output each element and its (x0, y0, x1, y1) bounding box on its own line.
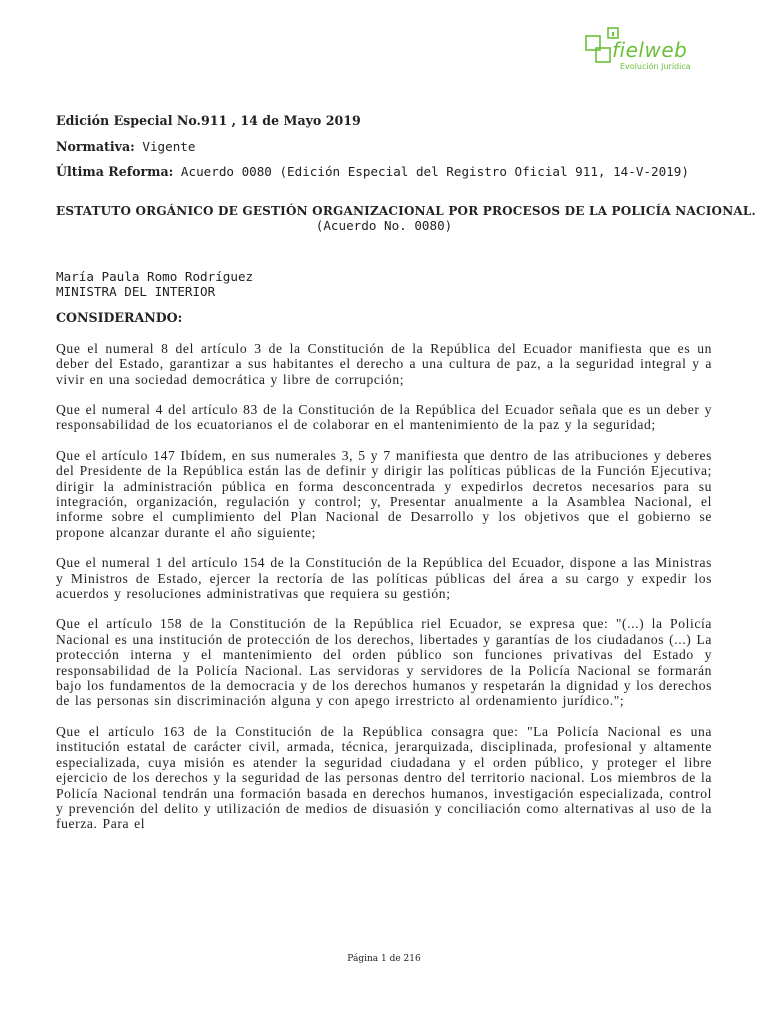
normativa-label: Normativa: (56, 138, 135, 154)
document-title: ESTATUTO ORGÁNICO DE GESTIÓN ORGANIZACIONAL POR PROCESOS DE LA POLICÍA NACIONAL. (56, 203, 756, 218)
paragraph-4: Que el numeral 1 del artículo 154 de la Constitución de la República del Ecuador, dispone a las Ministras y Ministros de Estado, ejercer la rectoría de las políticas públicas del área a su cargo y expedir los acuerdos y resoluciones administrativas que requiera su gestión; (56, 555, 712, 602)
paragraph-5: Que el artículo 158 de la Constitución de la República riel Ecuador, se expresa que: "(...) la Policía Nacional es una institución de protección de los derechos, libertades y garantías de los ciudadanos (...) La protección interna y el mantenimiento del orden público son funciones privativas del Estado y responsabilidad de la Policía Nacional. Las servidoras y servidores de la Policía Nacional se formarán bajo los fundamentos de la democracia y de los derechos humanos y respetarán la dignidad y los derechos de las personas sin discriminación alguna y con apego irrestricto al ordenamiento jurídico."; (56, 616, 712, 709)
reforma-value: Acuerdo 0080 (Edición Especial del Registro Oficial 911, 14-V-2019) (180, 164, 689, 180)
fielweb-logo (582, 24, 702, 80)
signer-name: María Paula Romo Rodríguez (56, 268, 254, 284)
signer-role: MINISTRA DEL INTERIOR (56, 283, 216, 299)
signer-block (56, 270, 712, 299)
paragraph-2: Que el numeral 4 del artículo 83 de la Constitución de la República del Ecuador señala que es un deber y responsabilidad de los ecuatorianos el de colaborar en el mantenimiento de la paz y la seguridad; (56, 401, 712, 433)
logo-tagline: Evolución Jurídica (620, 62, 691, 71)
paragraph-3: Que el artículo 147 Ibídem, en sus numerales 3, 5 y 7 manifiesta que dentro de las atribuciones y deberes del Presidente de la República están las de definir y dirigir las políticas públicas de la Función Ejecutiva; dirigir la administración pública en forma desconcentrada y expedirlos decretos necesarios para su integración, organización, regulación y control; y, Presentar anualmente a la Asamblea Nacional, el informe sobre el cumplimiento del Plan Nacional de Desarrollo y los objetivos que el gobierno se propone alcanzar durante el año siguiente; (56, 447, 712, 540)
logo-wordmark: fielweb (612, 38, 688, 62)
reforma-line (56, 165, 712, 180)
document-subtitle: (Acuerdo No. 0080) (315, 218, 453, 234)
title-block (56, 203, 756, 234)
normativa-line (56, 140, 712, 155)
paragraph-6: Que el artículo 163 de la Constitución de la República consagra que: "La Policía Nacional es una institución estatal de carácter civil, armada, técnica, jerarquizada, disciplinada, profesional y altamente especializada, cuya misión es atender la seguridad ciudadana y el orden público, y proteger el libre ejercicio de los derechos y la seguridad de las personas dentro del territorio nacional. Los miembros de la Policía Nacional tendrán una formación basada en derechos humanos, investigación especializada, control y prevención del delito y utilización de medios de disuasión y conciliación como alternativas al uso de la fuerza. Para el (56, 723, 712, 832)
normativa-value: Vigente (142, 138, 196, 154)
document-body (56, 113, 756, 832)
edition-line (56, 114, 712, 129)
edition-text: Edición Especial No.911 , 14 de Mayo 2019 (56, 113, 361, 128)
page-number: Página 1 de 216 (347, 954, 421, 964)
paragraph-1: Que el numeral 8 del artículo 3 de la Constitución de la República del Ecuador manifiesta que es un deber del Estado, garantizar a sus habitantes el derecho a una cultura de paz, a la seguridad integral y a vivir en una sociedad democrática y libre de corrupción; (56, 340, 712, 387)
considerando-heading: CONSIDERANDO: (56, 310, 183, 326)
reforma-label: Última Reforma: (56, 164, 174, 180)
